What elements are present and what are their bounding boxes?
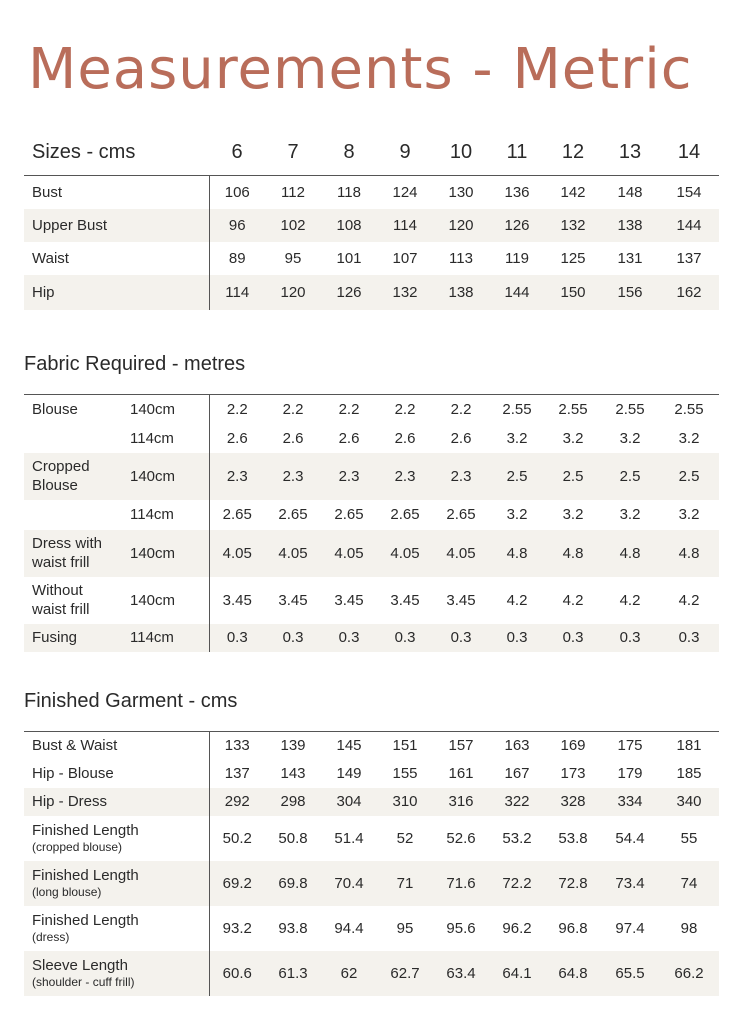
row-label-line: waist frill (32, 601, 90, 618)
cell-value: 4.2 (506, 591, 528, 609)
cell-value: 62.7 (377, 951, 433, 996)
cell-value: 74 (659, 861, 719, 906)
cell-value: 2.65 (446, 506, 476, 523)
cell-value: 3.2 (506, 506, 528, 523)
cell-value: 179 (617, 765, 643, 782)
cell-value: 0.3 (659, 624, 719, 652)
fabric-width: 114cm (130, 500, 209, 530)
size-header: 10 (449, 141, 473, 163)
cell-value: 150 (545, 275, 601, 310)
cell-value: 3.2 (619, 506, 641, 523)
cell-value: 124 (377, 176, 433, 209)
cell-value: 316 (433, 788, 489, 816)
cell-value: 118 (321, 176, 377, 209)
cell-value: 50.2 (222, 829, 252, 847)
cell-value: 52 (396, 829, 414, 847)
cell-value: 2.3 (321, 453, 377, 500)
row-label: Bust (24, 176, 209, 209)
cell-value: 55 (680, 829, 698, 847)
cell-value: 72.2 (489, 861, 545, 906)
row-label: Hip - Dress (24, 788, 209, 816)
cell-value: 73.4 (601, 861, 659, 906)
cell-value: 95 (284, 249, 302, 267)
row-label (24, 425, 130, 453)
cell-value: 3.2 (562, 506, 584, 523)
cell-value: 69.2 (209, 861, 265, 906)
cell-value: 292 (209, 788, 265, 816)
cell-value: 0.3 (265, 624, 321, 652)
cell-value: 2.6 (282, 430, 304, 447)
cell-value: 89 (228, 249, 246, 267)
table-row (24, 395, 719, 425)
cell-value: 114 (209, 275, 265, 310)
row-label-note: (shoulder - cuff frill) (32, 975, 135, 989)
table-row (24, 788, 719, 816)
size-header: 13 (618, 141, 642, 163)
fabric-table (24, 394, 719, 652)
cell-value: 64.8 (545, 951, 601, 996)
cell-value: 2.5 (659, 453, 719, 500)
cell-value: 65.5 (601, 951, 659, 996)
cell-value: 2.55 (545, 395, 601, 425)
cell-value: 3.45 (390, 591, 420, 609)
cell-value: 50.8 (278, 829, 308, 847)
cell-value: 2.2 (209, 395, 265, 425)
cell-value: 334 (601, 788, 659, 816)
row-label (24, 951, 209, 996)
row-label-main: Finished Length (32, 912, 139, 929)
cell-value: 2.2 (377, 395, 433, 425)
cell-value: 62 (321, 951, 377, 996)
size-header: 6 (231, 141, 243, 163)
table-row (24, 732, 719, 760)
cell-value: 95.6 (446, 919, 476, 937)
cell-value: 4.8 (601, 530, 659, 577)
table-row (24, 951, 719, 996)
cell-value: 4.2 (619, 591, 641, 609)
cell-value: 145 (321, 732, 377, 760)
cell-value: 72.8 (545, 861, 601, 906)
cell-value: 167 (504, 765, 530, 782)
cell-value: 2.3 (433, 453, 489, 500)
cell-value: 4.2 (678, 591, 700, 609)
cell-value: 96 (209, 209, 265, 242)
table-row (24, 209, 719, 242)
cell-value: 102 (265, 209, 321, 242)
cell-value: 4.05 (321, 530, 377, 577)
row-label-line: Cropped (32, 458, 90, 475)
page-title: Measurements - Metric (28, 37, 693, 102)
cell-value: 138 (433, 275, 489, 310)
cell-value: 151 (377, 732, 433, 760)
row-label: Hip (24, 275, 209, 310)
row-label (24, 453, 130, 500)
cell-value: 322 (489, 788, 545, 816)
row-label (24, 906, 209, 951)
cell-value: 154 (659, 176, 719, 209)
row-label (24, 861, 209, 906)
cell-value: 4.8 (659, 530, 719, 577)
cell-value: 155 (392, 765, 418, 782)
cell-value: 142 (545, 176, 601, 209)
cell-value: 163 (489, 732, 545, 760)
row-label-main: Finished Length (32, 867, 139, 884)
cell-value: 2.55 (659, 395, 719, 425)
cell-value: 3.2 (619, 430, 641, 447)
cell-value: 185 (676, 765, 702, 782)
table-row (24, 176, 719, 209)
cell-value: 0.3 (601, 624, 659, 652)
cell-value: 4.8 (545, 530, 601, 577)
cell-value: 136 (489, 176, 545, 209)
cell-value: 3.2 (678, 430, 700, 447)
row-label: Upper Bust (24, 209, 209, 242)
cell-value: 2.55 (601, 395, 659, 425)
table-row (24, 760, 719, 788)
cell-value: 98 (680, 919, 698, 937)
cell-value: 53.8 (558, 829, 588, 847)
cell-value: 120 (433, 209, 489, 242)
row-label-main: Sleeve Length (32, 957, 128, 974)
fabric-width: 140cm (130, 453, 209, 500)
cell-value: 64.1 (489, 951, 545, 996)
size-header: 11 (506, 141, 528, 163)
row-label-line: waist frill (32, 554, 90, 571)
cell-value: 96.2 (502, 919, 532, 937)
row-label-line: Without (32, 582, 83, 599)
row-label-note: (dress) (32, 930, 70, 944)
cell-value: 114 (377, 209, 433, 242)
cell-value: 60.6 (209, 951, 265, 996)
size-header: 8 (343, 141, 355, 163)
cell-value: 3.45 (334, 591, 364, 609)
cell-value: 304 (321, 788, 377, 816)
cell-value: 54.4 (615, 829, 645, 847)
cell-value: 156 (601, 275, 659, 310)
cell-value: 93.2 (222, 919, 252, 937)
cell-value: 2.2 (321, 395, 377, 425)
table-row (24, 861, 719, 906)
table-row (24, 816, 719, 861)
cell-value: 0.3 (489, 624, 545, 652)
cell-value: 51.4 (334, 829, 364, 847)
cell-value: 112 (265, 176, 321, 209)
cell-value: 2.6 (450, 430, 472, 447)
cell-value: 4.8 (489, 530, 545, 577)
cell-value: 4.05 (209, 530, 265, 577)
row-label-main: Finished Length (32, 822, 139, 839)
cell-value: 0.3 (545, 624, 601, 652)
table-row (24, 624, 719, 652)
cell-value: 2.65 (278, 506, 308, 523)
cell-value: 3.2 (562, 430, 584, 447)
cell-value: 94.4 (334, 919, 364, 937)
cell-value: 97.4 (615, 919, 645, 937)
row-label: Waist (24, 242, 209, 275)
cell-value: 144 (489, 275, 545, 310)
row-label (24, 500, 130, 530)
cell-value: 298 (265, 788, 321, 816)
fabric-width: 140cm (130, 577, 209, 624)
cell-value: 2.55 (489, 395, 545, 425)
cell-value: 93.8 (278, 919, 308, 937)
cell-value: 66.2 (659, 951, 719, 996)
cell-value: 133 (209, 732, 265, 760)
cell-value: 173 (560, 765, 586, 782)
cell-value: 137 (224, 765, 250, 782)
row-label-line: Dress with (32, 535, 103, 552)
cell-value: 125 (560, 249, 586, 267)
cell-value: 130 (433, 176, 489, 209)
cell-value: 101 (336, 249, 362, 267)
cell-value: 70.4 (321, 861, 377, 906)
table-row (24, 453, 719, 500)
cell-value: 3.2 (678, 506, 700, 523)
cell-value: 143 (280, 765, 306, 782)
cell-value: 61.3 (265, 951, 321, 996)
cell-value: 144 (659, 209, 719, 242)
cell-value: 4.05 (265, 530, 321, 577)
cell-value: 3.2 (506, 430, 528, 447)
cell-value: 149 (336, 765, 362, 782)
row-label-note: (long blouse) (32, 885, 102, 899)
cell-value: 53.2 (502, 829, 532, 847)
fabric-width: 140cm (130, 395, 209, 425)
cell-value: 108 (321, 209, 377, 242)
fabric-width: 114cm (130, 624, 209, 652)
cell-value: 148 (601, 176, 659, 209)
table-row (24, 242, 719, 275)
cell-value: 2.2 (265, 395, 321, 425)
cell-value: 4.2 (562, 591, 584, 609)
size-header: 14 (677, 141, 701, 163)
cell-value: 169 (545, 732, 601, 760)
cell-value: 131 (617, 249, 643, 267)
table-row (24, 275, 719, 310)
size-header: 12 (561, 141, 585, 163)
table-row (24, 906, 719, 951)
row-label (24, 816, 209, 861)
cell-value: 175 (601, 732, 659, 760)
cell-value: 106 (209, 176, 265, 209)
cell-value: 132 (545, 209, 601, 242)
cell-value: 119 (505, 249, 529, 267)
row-label-note: (cropped blouse) (32, 840, 123, 854)
fabric-width: 140cm (130, 530, 209, 577)
cell-value: 2.3 (377, 453, 433, 500)
cell-value: 4.05 (433, 530, 489, 577)
cell-value: 0.3 (321, 624, 377, 652)
cell-value: 2.65 (222, 506, 252, 523)
cell-value: 71 (377, 861, 433, 906)
cell-value: 126 (321, 275, 377, 310)
cell-value: 3.45 (446, 591, 476, 609)
fabric-section-title: Fabric Required - metres (24, 353, 246, 375)
cell-value: 162 (659, 275, 719, 310)
cell-value: 113 (449, 249, 473, 267)
cell-value: 95 (396, 919, 414, 937)
row-label: Fusing (24, 624, 130, 652)
cell-value: 0.3 (209, 624, 265, 652)
row-label: Bust & Waist (24, 732, 209, 760)
cell-value: 2.6 (226, 430, 248, 447)
cell-value: 0.3 (433, 624, 489, 652)
cell-value: 71.6 (433, 861, 489, 906)
cell-value: 2.65 (334, 506, 364, 523)
cell-value: 2.65 (390, 506, 420, 523)
finished-table (24, 731, 719, 996)
cell-value: 340 (659, 788, 719, 816)
table-row (24, 425, 719, 453)
row-label (24, 530, 130, 577)
cell-value: 63.4 (433, 951, 489, 996)
cell-value: 126 (489, 209, 545, 242)
cell-value: 107 (392, 249, 418, 267)
cell-value: 2.5 (489, 453, 545, 500)
cell-value: 2.3 (209, 453, 265, 500)
row-label (24, 577, 130, 624)
cell-value: 139 (265, 732, 321, 760)
fabric-width: 114cm (130, 425, 209, 453)
cell-value: 137 (676, 249, 702, 267)
cell-value: 120 (265, 275, 321, 310)
cell-value: 2.3 (265, 453, 321, 500)
cell-value: 181 (659, 732, 719, 760)
row-label: Hip - Blouse (24, 760, 209, 788)
cell-value: 2.5 (545, 453, 601, 500)
sizes-table (24, 130, 719, 310)
size-header: 7 (287, 141, 299, 163)
cell-value: 2.2 (433, 395, 489, 425)
cell-value: 310 (377, 788, 433, 816)
cell-value: 161 (448, 765, 474, 782)
cell-value: 52.6 (446, 829, 476, 847)
table-row (24, 577, 719, 624)
cell-value: 3.45 (222, 591, 252, 609)
cell-value: 4.05 (377, 530, 433, 577)
cell-value: 138 (601, 209, 659, 242)
finished-section-title: Finished Garment - cms (24, 690, 238, 712)
cell-value: 0.3 (377, 624, 433, 652)
cell-value: 2.6 (394, 430, 416, 447)
cell-value: 328 (545, 788, 601, 816)
table-row (24, 500, 719, 530)
row-label-line: Blouse (32, 477, 78, 494)
sizes-header-label: Sizes - cms (32, 141, 136, 163)
cell-value: 157 (433, 732, 489, 760)
row-label: Blouse (24, 395, 130, 425)
cell-value: 132 (377, 275, 433, 310)
cell-value: 3.45 (278, 591, 308, 609)
cell-value: 2.5 (601, 453, 659, 500)
cell-value: 69.8 (265, 861, 321, 906)
sizes-header-row (24, 130, 719, 176)
size-header: 9 (399, 141, 411, 163)
table-row (24, 530, 719, 577)
cell-value: 96.8 (558, 919, 588, 937)
cell-value: 2.6 (338, 430, 360, 447)
